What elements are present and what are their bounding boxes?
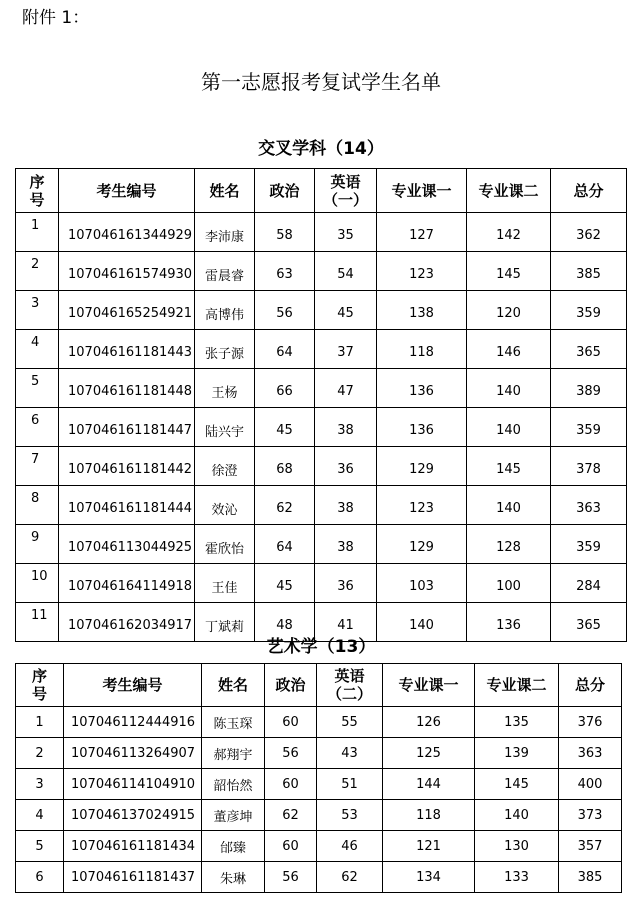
major2-cell: 145 (475, 769, 559, 800)
exam-id-cell: 107046162034917 (59, 603, 195, 642)
major2-cell: 140 (475, 800, 559, 831)
major1-cell: 138 (377, 291, 467, 330)
total-cell: 385 (559, 862, 622, 893)
major2-cell: 140 (467, 408, 551, 447)
exam-id-header: 考生编号 (59, 169, 195, 213)
total-cell: 378 (551, 447, 627, 486)
politics-cell: 48 (255, 603, 315, 642)
politics-cell: 60 (265, 707, 317, 738)
politics-cell: 64 (255, 525, 315, 564)
total-cell: 363 (551, 486, 627, 525)
seq-cell: 3 (16, 769, 64, 800)
major1-cell: 127 (377, 213, 467, 252)
table-row (16, 525, 627, 564)
english-cell: 51 (317, 769, 383, 800)
exam-id-cell: 107046161181442 (59, 447, 195, 486)
name-cell: 高博伟 (195, 291, 255, 330)
english-cell: 54 (315, 252, 377, 291)
politics-cell: 64 (255, 330, 315, 369)
table-row (16, 213, 627, 252)
table-row (16, 447, 627, 486)
exam-id-cell: 107046113044925 (59, 525, 195, 564)
major1-header: 专业课一 (383, 664, 475, 707)
table-row (16, 800, 622, 831)
exam-id-cell: 107046161181437 (64, 862, 202, 893)
name-cell: 李沛康 (195, 213, 255, 252)
seq-cell: 5 (16, 831, 64, 862)
total-header: 总分 (559, 664, 622, 707)
total-cell: 359 (551, 525, 627, 564)
major2-cell: 100 (467, 564, 551, 603)
english-header: 英语 （一） (315, 169, 377, 213)
total-cell: 376 (559, 707, 622, 738)
name-cell: 徐澄 (195, 447, 255, 486)
table-row (16, 408, 627, 447)
major2-cell: 136 (467, 603, 551, 642)
name-cell: 雷晨睿 (195, 252, 255, 291)
english-cell: 53 (317, 800, 383, 831)
table-row (16, 291, 627, 330)
english-cell: 43 (317, 738, 383, 769)
table-row (16, 252, 627, 291)
document-title: 第一志愿报考复试学生名单 (201, 70, 441, 94)
major1-cell: 136 (377, 369, 467, 408)
major2-cell: 128 (467, 525, 551, 564)
english-cell: 45 (315, 291, 377, 330)
major1-cell: 125 (383, 738, 475, 769)
politics-cell: 63 (255, 252, 315, 291)
seq-cell: 3 (16, 291, 59, 330)
total-cell: 284 (551, 564, 627, 603)
politics-cell: 56 (265, 862, 317, 893)
table-interdisciplinary (15, 168, 627, 642)
seq-cell: 6 (16, 862, 64, 893)
name-cell: 郝翔宇 (202, 738, 265, 769)
major1-cell: 118 (377, 330, 467, 369)
english-cell: 62 (317, 862, 383, 893)
name-cell: 王佳 (195, 564, 255, 603)
exam-id-cell: 107046137024915 (64, 800, 202, 831)
major1-header: 专业课一 (377, 169, 467, 213)
exam-id-header: 考生编号 (64, 664, 202, 707)
total-cell: 400 (559, 769, 622, 800)
total-header: 总分 (551, 169, 627, 213)
major1-cell: 103 (377, 564, 467, 603)
english-cell: 37 (315, 330, 377, 369)
table-row (16, 486, 627, 525)
seq-cell: 6 (16, 408, 59, 447)
politics-cell: 58 (255, 213, 315, 252)
seq-cell: 5 (16, 369, 59, 408)
table-row (16, 330, 627, 369)
table-art (15, 663, 622, 893)
seq-cell: 11 (16, 603, 59, 642)
politics-cell: 60 (265, 769, 317, 800)
major2-cell: 145 (467, 447, 551, 486)
exam-id-cell: 107046161181443 (59, 330, 195, 369)
major2-cell: 135 (475, 707, 559, 738)
table-row (16, 769, 622, 800)
table-row (16, 369, 627, 408)
major1-cell: 129 (377, 525, 467, 564)
exam-id-cell: 107046114104910 (64, 769, 202, 800)
english-cell: 38 (315, 408, 377, 447)
exam-id-cell: 107046165254921 (59, 291, 195, 330)
major2-cell: 142 (467, 213, 551, 252)
exam-id-cell: 107046161344929 (59, 213, 195, 252)
english-cell: 47 (315, 369, 377, 408)
attachment-label: 附件 1： (22, 8, 90, 28)
politics-cell: 45 (255, 564, 315, 603)
major2-cell: 140 (467, 369, 551, 408)
name-cell: 霍欣怡 (195, 525, 255, 564)
table-header-row (16, 169, 627, 213)
section-title-art: 艺术学（13） (266, 637, 376, 657)
exam-id-cell: 107046161181434 (64, 831, 202, 862)
seq-cell: 4 (16, 330, 59, 369)
seq-header: 序 号 (16, 169, 59, 213)
english-cell: 38 (315, 486, 377, 525)
name-cell: 效沁 (195, 486, 255, 525)
major1-cell: 118 (383, 800, 475, 831)
seq-cell: 4 (16, 800, 64, 831)
seq-cell: 7 (16, 447, 59, 486)
name-cell: 董彦坤 (202, 800, 265, 831)
major2-header: 专业课二 (467, 169, 551, 213)
exam-id-cell: 107046164114918 (59, 564, 195, 603)
name-cell: 张子源 (195, 330, 255, 369)
english-cell: 36 (315, 447, 377, 486)
name-cell: 陈玉琛 (202, 707, 265, 738)
total-cell: 363 (559, 738, 622, 769)
total-cell: 389 (551, 369, 627, 408)
exam-id-cell: 107046161181447 (59, 408, 195, 447)
major2-cell: 146 (467, 330, 551, 369)
english-header: 英语 （二） (317, 664, 383, 707)
seq-cell: 1 (16, 213, 59, 252)
major1-cell: 126 (383, 707, 475, 738)
major2-cell: 139 (475, 738, 559, 769)
exam-id-cell: 107046161181444 (59, 486, 195, 525)
politics-cell: 60 (265, 831, 317, 862)
politics-cell: 66 (255, 369, 315, 408)
english-cell: 46 (317, 831, 383, 862)
exam-id-cell: 107046161181448 (59, 369, 195, 408)
major2-cell: 133 (475, 862, 559, 893)
table-row (16, 707, 622, 738)
politics-header: 政治 (255, 169, 315, 213)
politics-cell: 45 (255, 408, 315, 447)
exam-id-cell: 107046161574930 (59, 252, 195, 291)
major2-cell: 140 (467, 486, 551, 525)
major1-cell: 140 (377, 603, 467, 642)
total-cell: 365 (551, 603, 627, 642)
seq-cell: 9 (16, 525, 59, 564)
english-cell: 55 (317, 707, 383, 738)
seq-cell: 2 (16, 738, 64, 769)
seq-cell: 2 (16, 252, 59, 291)
total-cell: 357 (559, 831, 622, 862)
exam-id-cell: 107046113264907 (64, 738, 202, 769)
table-row (16, 831, 622, 862)
total-cell: 362 (551, 213, 627, 252)
major1-cell: 123 (377, 486, 467, 525)
total-cell: 359 (551, 291, 627, 330)
english-cell: 35 (315, 213, 377, 252)
table-row (16, 564, 627, 603)
politics-cell: 62 (265, 800, 317, 831)
major2-cell: 145 (467, 252, 551, 291)
politics-cell: 68 (255, 447, 315, 486)
name-header: 姓名 (202, 664, 265, 707)
major1-cell: 121 (383, 831, 475, 862)
major2-cell: 120 (467, 291, 551, 330)
seq-cell: 1 (16, 707, 64, 738)
major2-header: 专业课二 (475, 664, 559, 707)
table-row (16, 738, 622, 769)
total-cell: 373 (559, 800, 622, 831)
major1-cell: 129 (377, 447, 467, 486)
table-row (16, 862, 622, 893)
english-cell: 41 (315, 603, 377, 642)
seq-header: 序 号 (16, 664, 64, 707)
major1-cell: 123 (377, 252, 467, 291)
name-cell: 邰臻 (202, 831, 265, 862)
english-cell: 38 (315, 525, 377, 564)
english-cell: 36 (315, 564, 377, 603)
name-cell: 朱琳 (202, 862, 265, 893)
total-cell: 359 (551, 408, 627, 447)
seq-cell: 8 (16, 486, 59, 525)
name-cell: 陆兴宇 (195, 408, 255, 447)
politics-cell: 62 (255, 486, 315, 525)
table-header-row (16, 664, 622, 707)
major2-cell: 130 (475, 831, 559, 862)
major1-cell: 134 (383, 862, 475, 893)
total-cell: 385 (551, 252, 627, 291)
major1-cell: 136 (377, 408, 467, 447)
name-cell: 王杨 (195, 369, 255, 408)
politics-cell: 56 (255, 291, 315, 330)
name-cell: 丁斌莉 (195, 603, 255, 642)
name-cell: 韶怡然 (202, 769, 265, 800)
major1-cell: 144 (383, 769, 475, 800)
exam-id-cell: 107046112444916 (64, 707, 202, 738)
section-title-interdisciplinary: 交叉学科（14） (258, 139, 384, 159)
name-header: 姓名 (195, 169, 255, 213)
politics-cell: 56 (265, 738, 317, 769)
total-cell: 365 (551, 330, 627, 369)
politics-header: 政治 (265, 664, 317, 707)
seq-cell: 10 (16, 564, 59, 603)
